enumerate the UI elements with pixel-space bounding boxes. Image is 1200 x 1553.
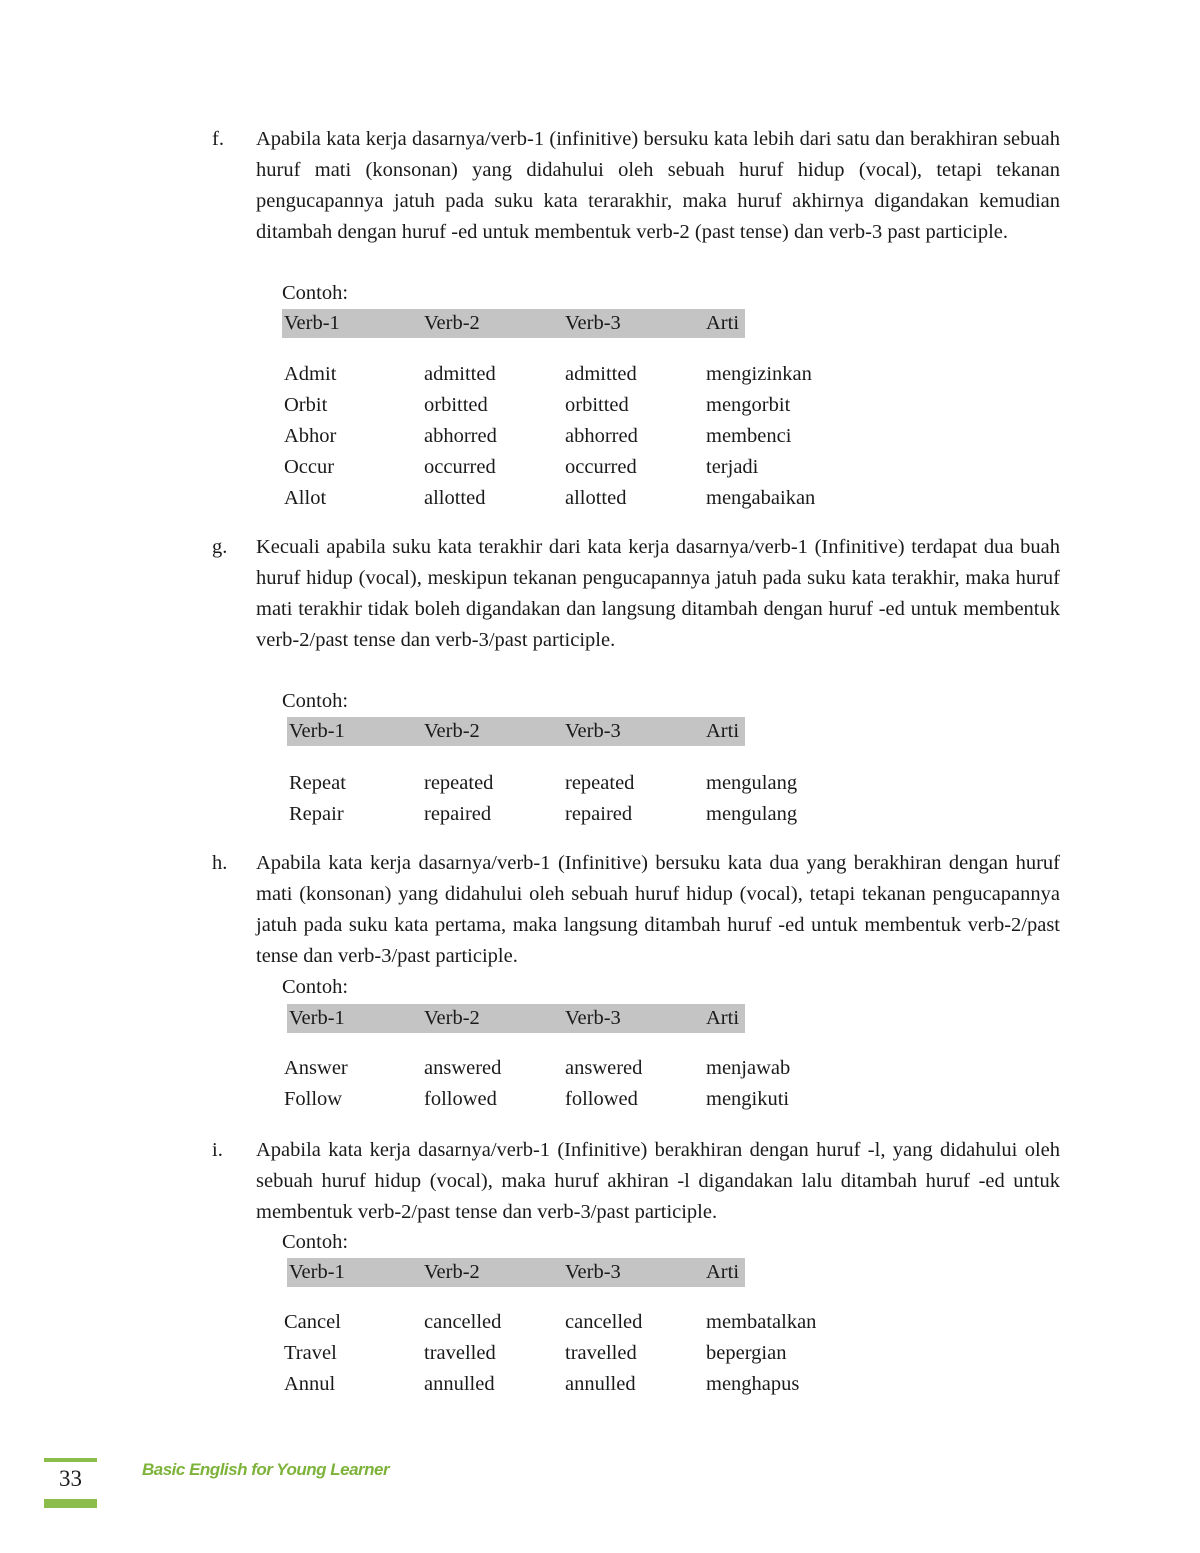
table-row xyxy=(282,1084,882,1115)
cell-verb1: Abhor xyxy=(284,425,337,447)
cell-arti: mengulang xyxy=(706,772,798,794)
header-verb3: Verb-3 xyxy=(565,1261,621,1283)
cell-verb2: orbitted xyxy=(424,394,488,416)
table-row xyxy=(282,1338,882,1369)
contoh-label: Contoh: xyxy=(282,690,349,712)
table-row xyxy=(282,421,882,452)
cell-verb2: answered xyxy=(424,1057,502,1079)
contoh-label: Contoh: xyxy=(282,282,349,304)
cell-verb2: repeated xyxy=(424,772,494,794)
header-arti: Arti xyxy=(706,1007,740,1029)
rule-letter: h. xyxy=(212,852,228,874)
rule-letter: g. xyxy=(212,536,228,558)
cell-verb1: Repeat xyxy=(289,772,346,794)
cell-arti: mengulang xyxy=(706,803,798,825)
cell-verb3: repeated xyxy=(565,772,635,794)
cell-verb3: travelled xyxy=(565,1342,637,1364)
table-header xyxy=(287,1004,745,1033)
header-verb2: Verb-2 xyxy=(424,720,480,742)
cell-arti: membenci xyxy=(706,425,792,447)
cell-verb2: abhorred xyxy=(424,425,497,447)
cell-verb3: orbitted xyxy=(565,394,629,416)
cell-verb2: allotted xyxy=(424,487,486,509)
cell-verb2: followed xyxy=(424,1088,497,1110)
header-verb2: Verb-2 xyxy=(424,1261,480,1283)
table-header xyxy=(287,717,745,746)
page-number: 33 xyxy=(44,1458,97,1508)
cell-verb3: occurred xyxy=(565,456,637,478)
rule-letter: f. xyxy=(212,128,224,150)
table-header xyxy=(287,1258,745,1287)
cell-verb1: Admit xyxy=(284,363,337,385)
table-row xyxy=(282,1307,882,1338)
header-verb2: Verb-2 xyxy=(424,1007,480,1029)
cell-verb3: followed xyxy=(565,1088,638,1110)
table-header xyxy=(282,309,745,338)
cell-verb3: allotted xyxy=(565,487,627,509)
cell-arti: membatalkan xyxy=(706,1311,817,1333)
cell-verb2: annulled xyxy=(424,1373,495,1395)
cell-verb1: Occur xyxy=(284,456,335,478)
cell-arti: terjadi xyxy=(706,456,759,478)
rule-h xyxy=(212,848,1060,972)
header-verb2: Verb-2 xyxy=(424,312,480,334)
cell-verb2: occurred xyxy=(424,456,496,478)
cell-arti: mengikuti xyxy=(706,1088,790,1110)
book-title: Basic English for Young Learner xyxy=(142,1460,390,1479)
rule-text: Apabila kata kerja dasarnya/verb-1 (Infinitive) berakhiran dengan huruf -l, yang didahului oleh sebuah huruf hidup (vocal), maka huruf akhiran -l digandakan lalu ditambah huruf -ed untuk membentuk verb-2/past tense dan verb-3/past participle. xyxy=(256,1139,1060,1223)
cell-verb1: Orbit xyxy=(284,394,328,416)
table-row xyxy=(282,390,882,421)
rule-letter: i. xyxy=(212,1139,223,1161)
header-verb1: Verb-1 xyxy=(284,312,340,334)
cell-verb3: abhorred xyxy=(565,425,638,447)
cell-verb3: cancelled xyxy=(565,1311,643,1333)
cell-verb1: Repair xyxy=(289,803,344,825)
table-row xyxy=(282,359,882,390)
header-verb1: Verb-1 xyxy=(289,1007,345,1029)
header-verb1: Verb-1 xyxy=(289,720,345,742)
table-row xyxy=(287,768,887,799)
cell-verb3: annulled xyxy=(565,1373,636,1395)
rule-i xyxy=(212,1135,1060,1228)
cell-verb3: repaired xyxy=(565,803,633,825)
cell-verb2: admitted xyxy=(424,363,496,385)
header-verb3: Verb-3 xyxy=(565,1007,621,1029)
rule-f xyxy=(212,124,1060,248)
cell-verb1: Allot xyxy=(284,487,327,509)
cell-verb1: Cancel xyxy=(284,1311,341,1333)
header-verb3: Verb-3 xyxy=(565,720,621,742)
table-row xyxy=(287,799,887,830)
cell-verb3: admitted xyxy=(565,363,637,385)
cell-arti: mengorbit xyxy=(706,394,791,416)
header-verb3: Verb-3 xyxy=(565,312,621,334)
cell-verb3: answered xyxy=(565,1057,643,1079)
cell-arti: mengizinkan xyxy=(706,363,812,385)
table-row xyxy=(282,1053,882,1084)
cell-verb1: Travel xyxy=(284,1342,337,1364)
header-arti: Arti xyxy=(706,1261,740,1283)
cell-arti: bepergian xyxy=(706,1342,787,1364)
contoh-label: Contoh: xyxy=(282,976,349,998)
table-row xyxy=(282,1369,882,1400)
rule-text: Apabila kata kerja dasarnya/verb-1 (Infinitive) bersuku kata dua yang berakhiran dengan huruf mati (konsonan) yang didahului oleh sebuah huruf hidup (vocal), tetapi tekanan pengucapannya jatuh pada suku kata pertama, maka langsung ditambah huruf -ed untuk membentuk verb-2/past tense dan verb-3/past participle. xyxy=(256,852,1060,967)
rule-text: Apabila kata kerja dasarnya/verb-1 (infinitive) bersuku kata lebih dari satu dan berakhiran sebuah huruf mati (konsonan) yang didahului oleh sebuah huruf hidup (vocal), tetapi tekanan pengucapannya jatuh pada suku kata terarakhir, maka huruf akhirnya digandakan kemudian ditambah dengan huruf -ed untuk membentuk verb-2 (past tense) dan verb-3 past participle. xyxy=(256,128,1060,243)
cell-arti: mengabaikan xyxy=(706,487,816,509)
header-verb1: Verb-1 xyxy=(289,1261,345,1283)
cell-verb1: Follow xyxy=(284,1088,343,1110)
cell-verb2: repaired xyxy=(424,803,492,825)
table-row xyxy=(282,483,882,514)
header-arti: Arti xyxy=(706,312,740,334)
rule-g xyxy=(212,532,1060,656)
header-arti: Arti xyxy=(706,720,740,742)
cell-arti: menghapus xyxy=(706,1373,800,1395)
cell-verb2: cancelled xyxy=(424,1311,502,1333)
table-row xyxy=(282,452,882,483)
rule-text: Kecuali apabila suku kata terakhir dari kata kerja dasarnya/verb-1 (Infinitive) terdapat dua buah huruf hidup (vocal), meskipun tekanan pengucapannya jatuh pada suku kata terakhir, maka huruf mati terakhir tidak boleh digandakan dan langsung ditambah dengan huruf -ed untuk membentuk verb-2/past tense dan verb-3/past participle. xyxy=(256,536,1060,651)
cell-verb1: Answer xyxy=(284,1057,348,1079)
contoh-label: Contoh: xyxy=(282,1231,349,1253)
cell-arti: menjawab xyxy=(706,1057,791,1079)
cell-verb2: travelled xyxy=(424,1342,496,1364)
cell-verb1: Annul xyxy=(284,1373,336,1395)
